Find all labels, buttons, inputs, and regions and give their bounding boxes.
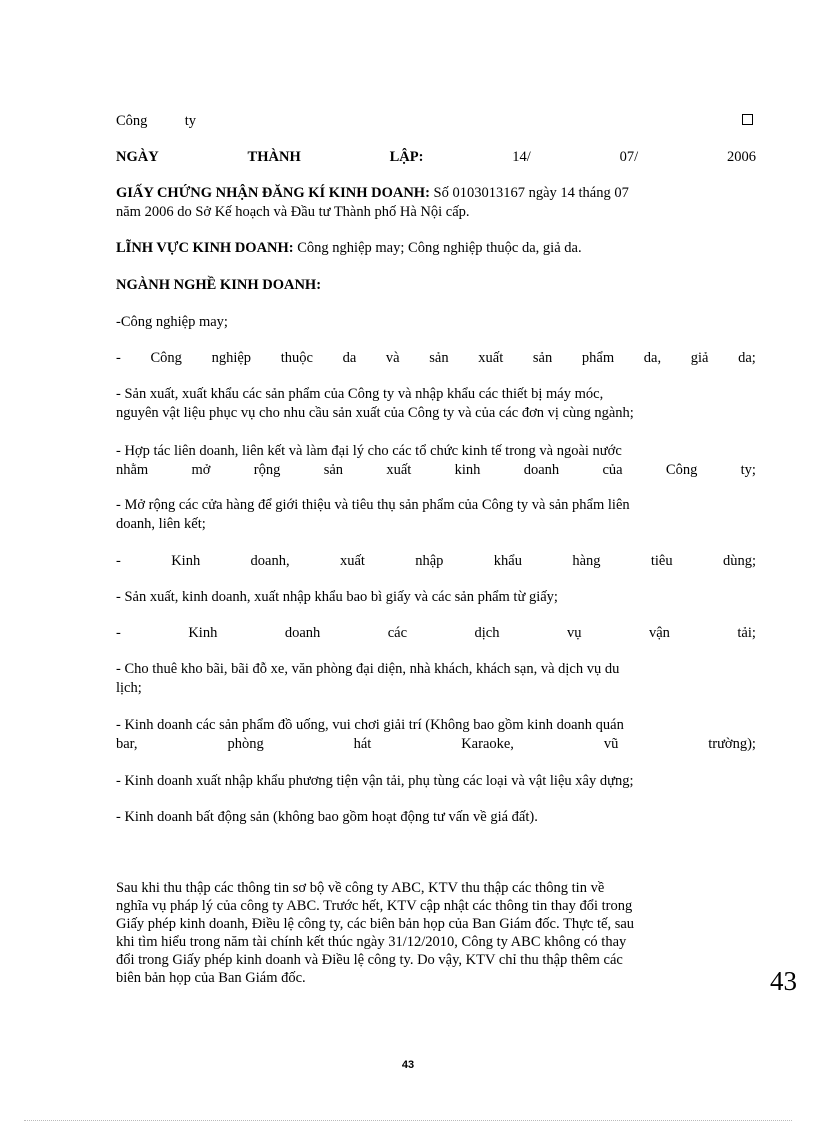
item-6: - Kinh doanh, xuất nhập khẩu hàng tiêu dùng; [116, 553, 756, 569]
page-divider [24, 1120, 792, 1121]
item-4-line-2: nhằm mở rộng sản xuất kinh doanh của Công ty; [116, 462, 756, 478]
item-10-line-1: - Kinh doanh các sản phẩm đồ uống, vui chơi giải trí (Không bao gồm kinh doanh quán [116, 717, 624, 733]
license-text-2: năm 2006 do Sở Kế hoạch và Đầu tư Thành phố Hà Nội cấp. [116, 204, 470, 220]
item-11: - Kinh doanh xuất nhập khẩu phương tiện vận tải, phụ tùng các loại và vật liệu xây dựng; [116, 773, 634, 789]
side-page-number: 43 [770, 966, 797, 996]
license-text: Số 0103013167 ngày 14 tháng 07 [429, 185, 629, 201]
field-text: Công nghiệp may; Công nghiệp thuộc da, giả da. [293, 240, 582, 256]
license-label: GIẤY CHỨNG NHẬN ĐĂNG KÍ KINH DOANH: [116, 185, 430, 201]
item-7: - Sản xuất, kinh doanh, xuất nhập khẩu bao bì giấy và các sản phẩm từ giấy; [116, 589, 558, 605]
field-label: LĨNH VỰC KINH DOANH: [116, 240, 294, 256]
license-line-2 [116, 203, 756, 221]
word: Công [116, 113, 148, 129]
company-line [116, 112, 196, 130]
word: LẬP: [389, 149, 424, 165]
paragraph-line-2: nghĩa vụ pháp lý của công ty ABC. Trước hết, KTV cập nhật các thông tin thay đổi trong [116, 898, 633, 914]
item-12: - Kinh doanh bất động sản (không bao gồm hoạt động tư vấn về giá đất). [116, 809, 538, 825]
word: ty [184, 113, 196, 129]
paragraph-line-1: Sau khi thu thập các thông tin sơ bộ về công ty ABC, KTV thu thập các thông tin về [116, 880, 605, 896]
word: NGÀY [116, 149, 159, 165]
paragraph-line-5: đổi trong Giấy phép kinh doanh và Điều lệ công ty. Do vậy, KTV chỉ thu thập thêm các [116, 952, 623, 968]
paragraph-line-6: biên bản họp của Ban Giám đốc. [116, 970, 306, 986]
item-4-line-1: - Hợp tác liên doanh, liên kết và làm đại lý cho các tổ chức kinh tế trong và ngoài nước [116, 443, 622, 459]
paragraph-line-4: khi tìm hiểu trong năm tài chính kết thúc ngày 31/12/2010, Công ty ABC không có thay [116, 934, 627, 950]
business-heading: NGÀNH NGHỀ KINH DOANH: [116, 277, 322, 293]
item-10-line-2: bar, phòng hát Karaoke, vũ trường); [116, 736, 756, 752]
item-5-line-1: - Mở rộng các cửa hàng để giới thiệu và tiêu thụ sản phẩm của Công ty và sản phẩm liên [116, 497, 630, 513]
item-3-line-2: nguyên vật liệu phục vụ cho nhu cầu sản xuất của Công ty và của các đơn vị cùng ngành; [116, 405, 634, 421]
word: 14/ [512, 149, 531, 165]
word: 07/ [619, 149, 639, 165]
item-8: - Kinh doanh các dịch vụ vận tải; [116, 625, 756, 641]
word: THÀNH [247, 149, 301, 165]
item-5-line-2: doanh, liên kết; [116, 516, 206, 532]
item-1: -Công nghiệp may; [116, 314, 228, 330]
paragraph-line-3: Giấy phép kinh doanh, Điều lệ công ty, các biên bản họp của Ban Giám đốc. Thực tế, sau [116, 916, 635, 932]
item-9-line-2: lịch; [116, 680, 142, 696]
item-9-line-1: - Cho thuê kho bãi, bãi đỗ xe, văn phòng đại diện, nhà khách, khách sạn, và dịch vụ du [116, 661, 620, 677]
footer-page-number: 43 [401, 1059, 415, 1071]
license-line [116, 184, 756, 202]
item-2: - Công nghiệp thuộc da và sản xuất sản phẩm da, giả da; [116, 350, 756, 366]
founding-date-line [116, 148, 756, 166]
field-line [116, 239, 756, 257]
item-3-line-1: - Sản xuất, xuất khẩu các sản phẩm của Công ty và nhập khẩu các thiết bị máy móc, [116, 386, 604, 402]
checkbox-icon [742, 114, 753, 125]
word: 2006 [727, 149, 756, 165]
